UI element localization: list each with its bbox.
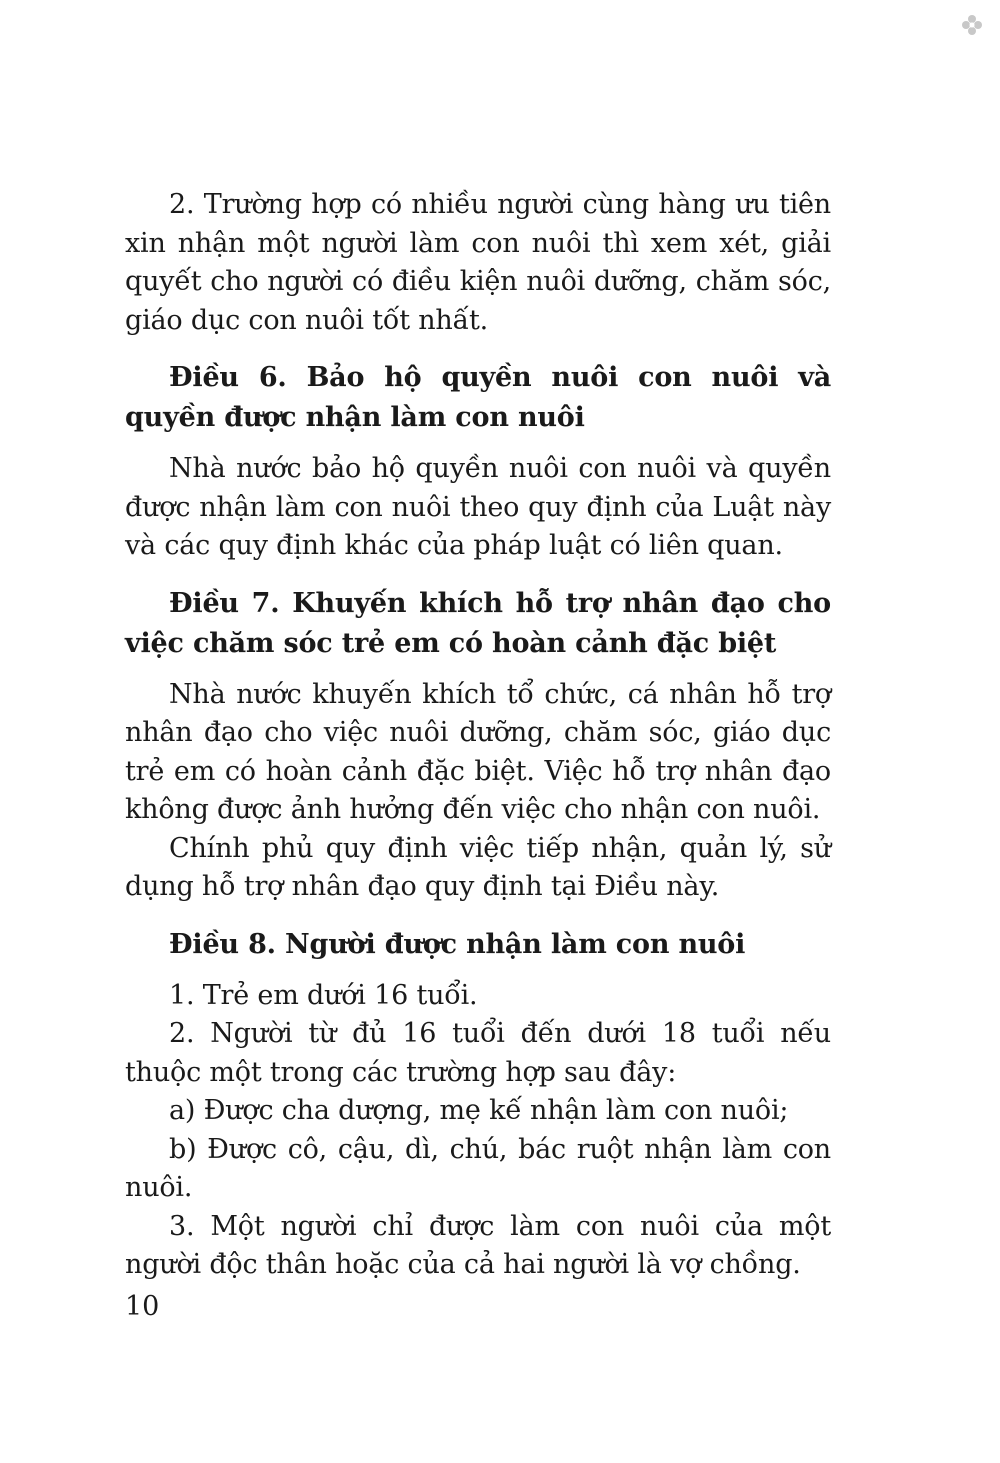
article8-item: 1. Trẻ em dưới 16 tuổi. [169,979,478,1011]
article7-paragraph: Chính phủ quy định việc tiếp nhận, quản lý, sử dụng hỗ trợ nhân đạo quy định tại Điều này. [125,832,831,902]
flower-watermark-icon [961,14,983,36]
article8-item: 3. Một người chỉ được làm con nuôi của một người độc thân hoặc của cả hai người là vợ chồng. [125,1210,831,1280]
article7-paragraph: Nhà nước khuyến khích tổ chức, cá nhân hỗ trợ nhân đạo cho việc nuôi dưỡng, chăm sóc, giáo dục trẻ em có hoàn cảnh đặc biệt. Việc hỗ trợ nhân đạo không được ảnh hưởng đến việc cho nhận con nuôi. [125,678,831,825]
article7-heading: Điều 7. Khuyến khích hỗ trợ nhân đạo cho việc chăm sóc trẻ em có hoàn cảnh đặc biệt [125,587,831,659]
article8-item: a) Được cha dượng, mẹ kế nhận làm con nuôi; [169,1095,789,1126]
article6-heading: Điều 6. Bảo hộ quyền nuôi con nuôi và quyền được nhận làm con nuôi [125,362,831,433]
article8-item: b) Được cô, cậu, dì, chú, bác ruột nhận làm con nuôi. [125,1133,831,1203]
article8-item: 2. Người từ đủ 16 tuổi đến dưới 18 tuổi nếu thuộc một trong các trường hợp sau đây: [125,1018,831,1088]
document-page [125,186,831,1285]
article5-clause2: 2. Trường hợp có nhiều người cùng hàng ưu tiên xin nhận một người làm con nuôi thì xem xét, giải quyết cho người có điều kiện nuôi dưỡng, chăm sóc, giáo dục con nuôi tốt nhất. [125,189,831,336]
article6-body: Nhà nước bảo hộ quyền nuôi con nuôi và quyền được nhận làm con nuôi theo quy định của Luật này và các quy định khác của pháp luật có liên quan. [125,453,831,561]
article8-heading: Điều 8. Người được nhận làm con nuôi [169,928,746,960]
page-number: 10 [125,1291,160,1322]
